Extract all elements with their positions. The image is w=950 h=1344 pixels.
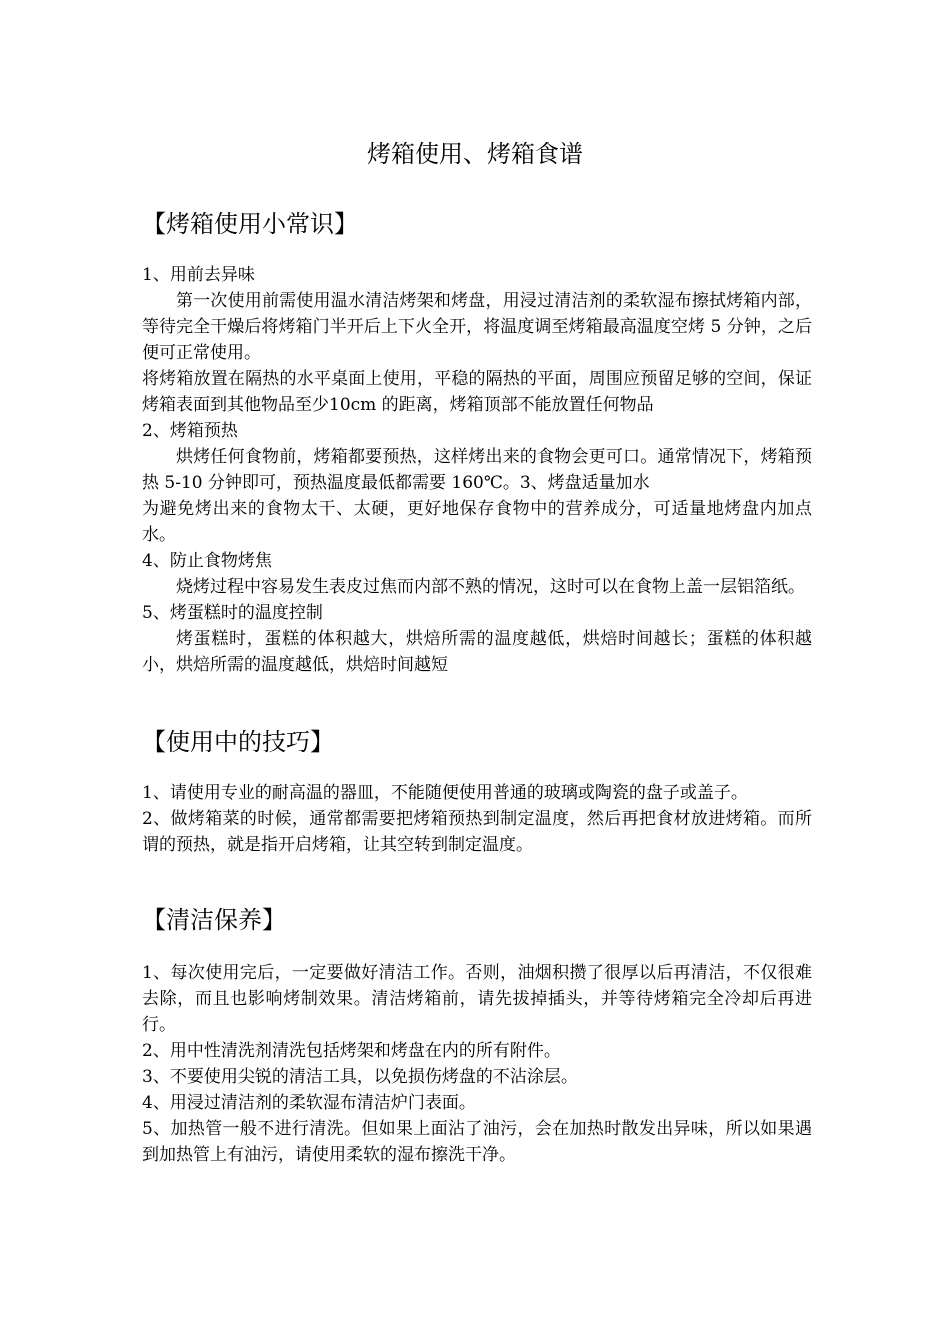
- paragraph: 5、加热管一般不进行清洗。但如果上面沾了油污，会在加热时散发出异味，所以如果遇到加热管上有油污，请使用柔软的湿布擦洗干净。: [142, 1119, 812, 1165]
- paragraph: 烘烤任何食物前，烤箱都要预热，这样烤出来的食物会更可口。通常情况下，烤箱预热 5-10 分钟即可，预热温度最低都需要 160℃。3、烤盘适量加水: [142, 447, 812, 493]
- paragraph: 2、烤箱预热: [142, 421, 238, 441]
- paragraph: 将烤箱放置在隔热的水平桌面上使用，平稳的隔热的平面，周围应预留足够的空间，保证烤箱表面到其他物品至少10cm 的距离，烤箱顶部不能放置任何物品: [142, 369, 812, 415]
- document-title: 烤箱使用、烤箱食谱: [367, 140, 583, 168]
- paragraph: 1、请使用专业的耐高温的器皿，不能随便使用普通的玻璃或陶瓷的盘子或盖子。: [142, 783, 748, 803]
- paragraph: 3、不要使用尖锐的清洁工具，以免损伤烤盘的不沾涂层。: [142, 1067, 578, 1087]
- paragraph: 1、用前去异味: [142, 265, 255, 285]
- paragraph: 4、防止食物烤焦: [142, 551, 272, 571]
- paragraph: 第一次使用前需使用温水清洁烤架和烤盘，用浸过清洁剂的柔软湿布擦拭烤箱内部，等待完全干燥后将烤箱门半开后上下火全开，将温度调至烤箱最高温度空烤 5 分钟，之后便可正常使用。: [142, 291, 812, 363]
- paragraph: 烤蛋糕时，蛋糕的体积越大，烘焙所需的温度越低，烘焙时间越长；蛋糕的体积越小，烘焙所需的温度越低，烘焙时间越短: [142, 629, 812, 675]
- paragraph: 2、用中性清洗剂清洗包括烤架和烤盘在内的所有附件。: [142, 1041, 561, 1061]
- paragraph: 为避免烤出来的食物太干、太硬，更好地保存食物中的营养成分，可适量地烤盘内加点水。: [142, 499, 812, 545]
- section-heading-oven-basics: 【烤箱使用小常识】: [142, 210, 358, 238]
- section-body-cleaning: [142, 960, 812, 1168]
- paragraph: 烧烤过程中容易发生表皮过焦而内部不熟的情况，这时可以在食物上盖一层铝箔纸。: [176, 577, 805, 597]
- paragraph: 4、用浸过清洁剂的柔软湿布清洁炉门表面。: [142, 1093, 476, 1113]
- section-body-usage-tips: [142, 780, 812, 858]
- section-heading-cleaning: 【清洁保养】: [142, 906, 286, 934]
- section-heading-usage-tips: 【使用中的技巧】: [142, 728, 334, 756]
- section-body-oven-basics: [142, 262, 812, 678]
- paragraph: 1、每次使用完后，一定要做好清洁工作。否则，油烟积攒了很厚以后再清洁，不仅很难去除，而且也影响烤制效果。清洁烤箱前，请先拔掉插头，并等待烤箱完全冷却后再进行。: [142, 963, 812, 1035]
- paragraph: 5、烤蛋糕时的温度控制: [142, 603, 323, 623]
- paragraph: 2、做烤箱菜的时候，通常都需要把烤箱预热到制定温度，然后再把食材放进烤箱。而所谓的预热，就是指开启烤箱，让其空转到制定温度。: [142, 809, 812, 855]
